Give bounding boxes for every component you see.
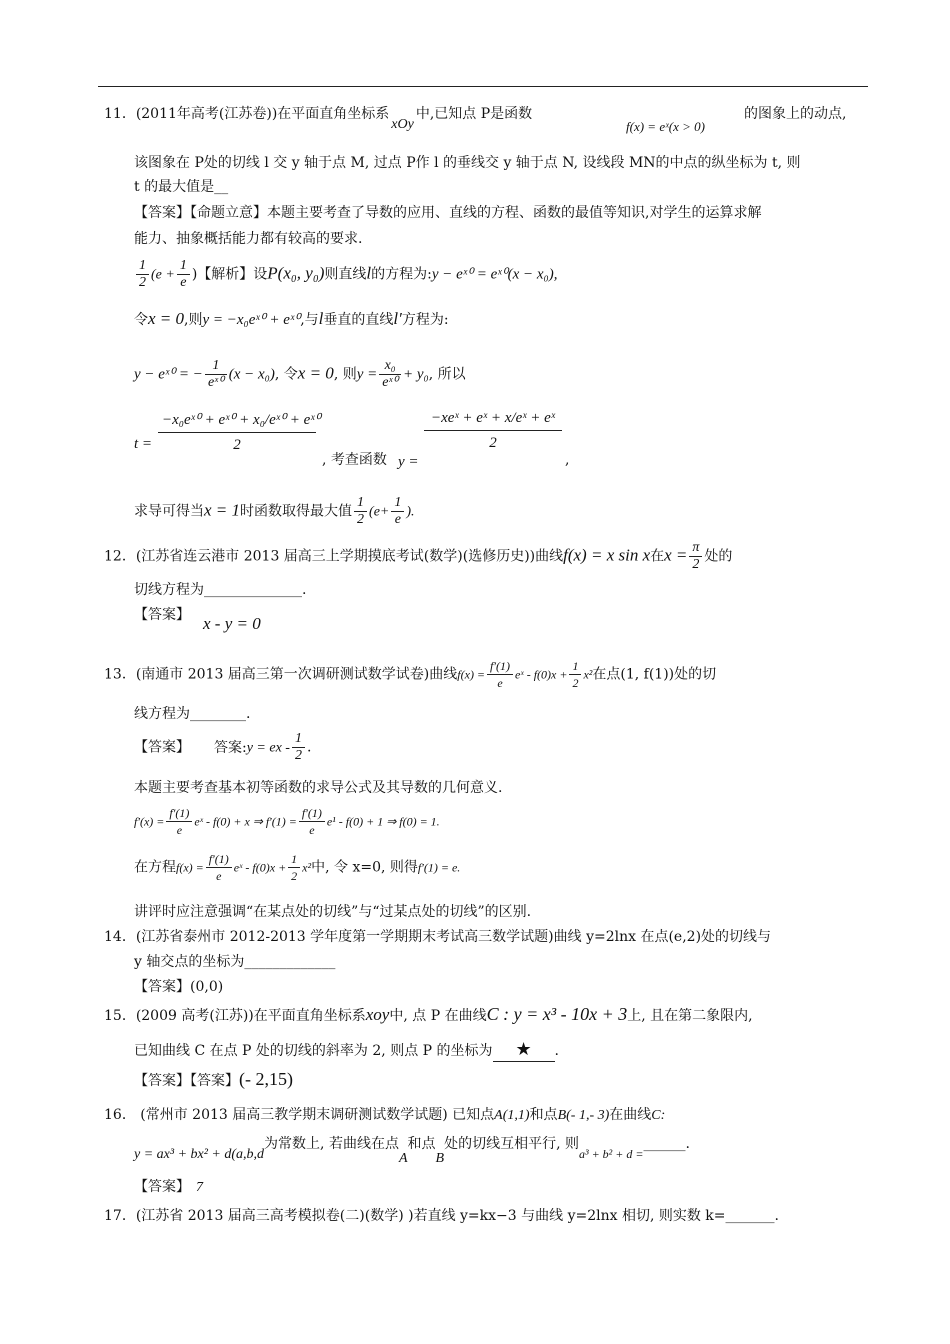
answer-label: 【答案】 <box>134 607 190 623</box>
t-equals: t = <box>134 436 153 452</box>
answer-label: 【答案】 <box>134 739 190 756</box>
solution-label: )【解析】设 <box>191 266 268 283</box>
q11-line1-end: 的图象上的动点, <box>744 106 847 122</box>
answer-prefix: 答案: <box>214 739 247 756</box>
x-equals-one: x = 1 <box>204 500 241 520</box>
q11-conclusion <box>134 495 415 528</box>
q15-intro: 15．(2009 高考(江苏))在平面直角坐标系 <box>104 1008 366 1024</box>
text: 和点 <box>529 1107 558 1123</box>
q11-line2: 该图象在 P处的切线 l 交 y 轴于点 M, 过点 P作 l 的垂线交 y 轴于点 N, 设线段 MN的中点的纵坐标为 t, 则 <box>134 155 801 171</box>
e-term: (e + <box>151 267 175 283</box>
q14-line1: 14．(江苏省泰州市 2012-2013 学年度第一学期期末考试高三数学试题)曲线 y=2lnx 在点(e,2)处的切线与 <box>104 929 772 945</box>
text: 在 <box>650 548 665 565</box>
text: ). <box>406 504 415 520</box>
text: 在曲线 <box>609 1107 652 1123</box>
answer-label: 【答案】 <box>134 1179 190 1195</box>
text: 的方程为: <box>371 266 432 283</box>
fraction-one-over-e: $\frac{1}{e}$ <box>177 258 190 291</box>
curve-equation: C : y = x³ - 10x + 3 <box>486 1004 628 1024</box>
q13-answer <box>134 731 311 764</box>
x-equals-zero: x = 0 <box>297 363 334 383</box>
q13-line2: 线方程为________. <box>134 706 251 722</box>
line-l: l <box>366 263 372 283</box>
answer-value: 7 <box>196 1180 203 1195</box>
f-of-x: f(x) = <box>457 667 486 682</box>
answer-label: 【答案】【答案】 <box>134 1073 239 1089</box>
fraction-fprime-over-e: $\frac{f'(1)}{e}$ <box>166 805 192 838</box>
q13-derivative <box>134 805 440 838</box>
q12-line2: 切线方程为______________. <box>134 582 307 598</box>
text: , 考查函数 <box>322 452 387 468</box>
q11-function: f(x) = eˣ(x > 0) <box>626 119 705 134</box>
q11-line3: t 的最大值是__ <box>134 179 229 195</box>
point-p: P(x₀, y₀) <box>267 263 325 283</box>
result: f′(1) = e. <box>417 860 461 875</box>
q15-answer <box>134 1069 293 1091</box>
e-term: (e+ <box>369 504 390 520</box>
q13-comment: 讲评时应注意强调“在某点处的切线”与“过某点处的切线”的区别. <box>134 904 532 920</box>
text: 处的切线互相平行, 则 <box>444 1136 579 1152</box>
y-intercept-equation: y = −x₀eˣ⁰ + eˣ⁰ <box>202 312 301 328</box>
text: . <box>685 1136 690 1152</box>
text: 已知曲线 C 在点 P 处的切线的斜率为 2, 则点 P 的坐标为 <box>134 1043 493 1059</box>
curve-equation: y = ax³ + bx² + d(a,b,d <box>134 1147 265 1162</box>
q11-text: 中,已知点 P是函数 <box>415 106 533 122</box>
q12-function: f(x) = x sin x <box>563 545 651 565</box>
derivative-middle: eˣ - f(0) + x ⇒ f′(1) = <box>194 814 297 829</box>
q11-solution-line2 <box>134 309 449 330</box>
text: , 则 <box>333 366 357 383</box>
y-equals: y = <box>356 366 378 383</box>
q13-intro: 13．(南通市 2013 届高三第一次调研测试数学试卷)曲线 <box>104 666 458 683</box>
q14-line2: y 轴交点的坐标为_____________ <box>134 954 336 970</box>
q11-solution-line1 <box>134 258 557 291</box>
text: . <box>306 739 312 756</box>
text: ,则 <box>184 312 203 328</box>
q16-intro: 16． (常州市 2013 届高三教学期末调研测试数学试题) 已知点 <box>104 1107 495 1123</box>
text: 处的 <box>704 548 733 565</box>
x-equals: x = <box>664 545 688 565</box>
fraction-half: $\frac{1}{2}$ <box>288 851 300 884</box>
q11-intro: 11．(2011年高考(江苏卷))在平面直角坐标系 <box>104 106 390 122</box>
fraction-half: $\frac{1}{2}$ <box>354 495 367 528</box>
q17-line1: 17．(江苏省 2013 届高三高考模拟卷(二)(数学) )若直线 y=kx−3 与曲线 y=2lnx 相切, 则实数 k=_______. <box>104 1208 779 1224</box>
q14-answer: 【答案】(0,0) <box>134 979 224 995</box>
line-l: l <box>318 309 324 328</box>
fraction-perp: $\frac{1}{\text{eˣ⁰}}$ <box>205 358 227 391</box>
curve-c: C: <box>651 1108 666 1123</box>
q12-intro: 12．(江苏省连云港市 2013 届高三上学期摸底考试(数学)(选修历史))曲线 <box>104 548 564 565</box>
tangent-equation: y − eˣ⁰ = eˣ⁰(x − x₀), <box>431 266 558 283</box>
text: 令 <box>134 312 148 328</box>
q12-answer-value: x - y = 0 <box>203 614 261 633</box>
derivative-end: e¹ - f(0) + 1 ⇒ f(0) = 1. <box>326 814 440 829</box>
perp-rhs: (x − x₀) <box>228 366 275 383</box>
fraction-half: $\frac{1}{2}$ <box>569 658 581 691</box>
function-middle: eˣ - f(0)x + <box>233 860 287 875</box>
function-middle: eˣ - f(0)x + <box>514 667 568 682</box>
answer-blank <box>493 1040 555 1062</box>
point-b: B <box>435 1151 445 1166</box>
text: 和点 <box>407 1136 436 1152</box>
point-a: A(1,1) <box>494 1108 530 1123</box>
text: 在点(1, f(1))处的切 <box>592 666 717 683</box>
fraction-x0-over-e: $\frac{\text{x₀}}{\text{eˣ⁰}}$ <box>379 358 401 391</box>
text: 求导可得当 <box>134 503 204 520</box>
q12-answer <box>134 605 190 625</box>
q15-line2 <box>134 1040 559 1062</box>
fraction-fprime-over-e: $\frac{f'(1)}{e}$ <box>487 658 513 691</box>
text: 垂直的直线 <box>323 312 394 328</box>
answer-equation: y = ex - <box>246 740 290 756</box>
fraction-fprime-over-e: $\frac{f'(1)}{e}$ <box>299 805 325 838</box>
text: , <box>565 452 570 468</box>
q13-substitution <box>134 851 460 884</box>
text: 中, 点 P 在曲线 <box>389 1008 487 1024</box>
text: 则直线 <box>324 266 367 283</box>
q11-answer-intent: 【答案】【命题立意】本题主要考查了导数的应用、直线的方程、函数的最值等知识,对学生的运算求解 <box>134 205 762 221</box>
star-icon: ★ <box>515 1039 532 1060</box>
text: ,与 <box>300 312 319 328</box>
q13-note: 本题主要考查基本初等函数的求导公式及其导数的几何意义. <box>134 780 503 796</box>
text: 中, 令 x=0, 则得 <box>311 859 418 876</box>
q11-line1 <box>104 104 533 132</box>
text: , 令 <box>274 366 298 383</box>
text: . <box>554 1043 559 1059</box>
q16-line2 <box>134 1136 690 1166</box>
text: 上, 且在第二象限内, <box>627 1008 753 1024</box>
t-fraction: $\frac{\text{−x₀eˣ⁰ + eˣ⁰ + x₀/eˣ⁰ + eˣ⁰}}{2}$ <box>158 410 316 454</box>
line-l-prime: l′ <box>393 309 402 328</box>
derivative-lhs: f′(x) = <box>134 814 165 829</box>
answer-value: (- 2,15) <box>239 1069 293 1089</box>
text: 在方程 <box>134 859 176 876</box>
fraction-half: $\frac{1}{2}$ <box>136 258 149 291</box>
point-b: B(- 1,- 3) <box>557 1108 610 1123</box>
q16-line1 <box>104 1105 665 1126</box>
fraction-pi-over-2: $\frac{\pi}{2}$ <box>689 540 702 573</box>
fraction-one-over-e: $\frac{1}{e}$ <box>391 495 404 528</box>
perp-lhs: y − eˣ⁰ = − <box>134 366 203 383</box>
q15-line1 <box>104 1004 753 1026</box>
q11-xoy: xOy <box>391 117 414 132</box>
y-fraction: −xeˣ + eˣ + x/eˣ + eˣ 2 <box>424 410 562 452</box>
text: 为常数上, 若曲线在点 <box>264 1136 399 1152</box>
point-a: A <box>398 1151 408 1166</box>
xoy: xoy <box>365 1005 390 1024</box>
q11-solution-line3 <box>134 358 466 391</box>
x-equals-zero: x = 0 <box>148 309 185 328</box>
fraction-fprime-over-e: $\frac{f'(1)}{e}$ <box>206 851 232 884</box>
q13-line1 <box>104 658 716 691</box>
plus-y0: + y₀ <box>403 366 429 383</box>
fraction-half: $\frac{1}{2}$ <box>292 731 305 764</box>
q11-answer-intent-cont: 能力、抽象概括能力都有较高的要求. <box>134 231 363 247</box>
y-equals: y = <box>398 454 419 470</box>
top-rule <box>98 86 868 87</box>
x-squared: x² <box>302 860 312 875</box>
text: 时函数取得最大值 <box>240 503 353 520</box>
x-squared: x² <box>583 667 593 682</box>
q12-line1 <box>104 540 732 573</box>
q16-answer <box>134 1177 203 1198</box>
text: , 所以 <box>428 366 466 383</box>
f-of-x: f(x) = <box>176 860 204 875</box>
text: 方程为: <box>401 312 449 328</box>
sum-expression: a³ + b² + d = <box>578 1147 644 1161</box>
answer-blank: ______ <box>643 1136 686 1152</box>
